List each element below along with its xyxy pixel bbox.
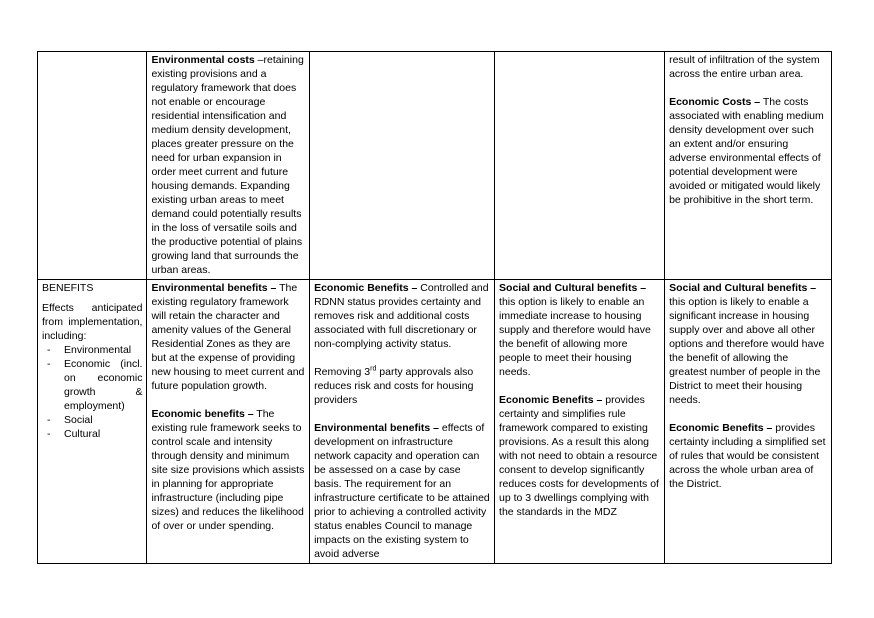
social-cultural-benefits-heading: Social and Cultural benefits – [499,282,647,294]
benefits-cell-option5 [665,280,832,564]
list-item: - Environmental [42,343,142,357]
economic-benefits-heading: Economic benefits – [151,408,254,420]
environmental-costs-text: Environmental costs –retaining existing provisions and a regulatory framework that does not enable or encourage residential intensification and medium density development, places greater pressure on the need for urban expansion in order meet current and future housing demands. Expanding existing urban areas to meet demand could potentially results in the loss of versatile soils and the productive potential of plains growing land that surrounds the urban areas. [151,54,304,276]
costs-label-cell [38,52,147,280]
benefits-list [42,343,142,441]
environmental-benefits-text: Environmental benefits – The existing regulatory framework will retain the character and amenity values of the General Residential Zones as they are but at the expense of providing new housing to meet current and future population growth. [151,282,305,392]
environmental-benefits-heading: Environmental benefits – [151,282,277,294]
environmental-benefits-text: Environmental benefits – effects of development on infrastructure network capacity and operation can be assessed on a case by case basis. The requirement for an infrastructure certificate to be attained prior to achieving a controlled activity status enables Council to manage impacts on the existing system to avoid adverse [314,422,490,560]
benefits-cell-option4 [495,280,665,564]
list-item: - Cultural [42,427,142,441]
environmental-benefits-heading: Environmental benefits – [314,422,439,434]
list-item: - Economic (incl. on economic growth & employment) [42,357,142,413]
benefits-intro: Effects anticipated from implementation, including: [42,302,143,342]
table-row-costs [38,52,832,280]
third-party-approvals-text: Removing 3rd party approvals also reduces risk and costs for housing providers [314,365,474,406]
costs-cell-existing [147,52,310,280]
economic-benefits-text: Economic Benefits – Controlled and RDNN status provides certainty and removes risk and additional costs associated with full discretionary or non-complying activity status. [314,282,489,350]
costs-cell-option5 [665,52,832,280]
environmental-costs-heading: Environmental costs [151,54,258,66]
costs-cell-option3 [310,52,495,280]
social-cultural-benefits-heading: Social and Cultural benefits – [669,282,817,294]
benefits-cell-option3 [310,280,495,564]
economic-benefits-heading: Economic Benefits – [499,394,603,406]
economic-benefits-heading: Economic Benefits – [669,422,773,434]
benefits-title: BENEFITS [42,282,94,294]
economic-costs-text: Economic Costs – The costs associated with enabling medium density development over such an extent and/or ensuring adverse environmental effects of potential development were avoided or mitigated would likely be prohibitive in the short term. [669,96,824,206]
list-item: - Social [42,413,142,427]
economic-costs-heading: Economic Costs – [669,96,761,108]
economic-benefits-text: Economic Benefits – provides certainty and simplifies rule framework compared to existing provisions. As a result this along with not need to obtain a resource consent to develop significantly reduces costs for developments of up to 3 dwellings complying with the standards in the MDZ [499,394,659,518]
analysis-table [37,51,832,564]
costs-cell-option4 [495,52,665,280]
economic-benefits-text: Economic Benefits – provides certainty including a simplified set of rules that would be consistent across the whole urban area of the District. [669,422,826,490]
benefits-cell-existing [147,280,310,564]
economic-benefits-heading: Economic Benefits – [314,282,418,294]
benefits-label-cell [38,280,147,564]
social-cultural-benefits-text: Social and Cultural benefits – this option is likely to enable a significant increase in housing supply over and above all other options and therefore would have the benefit of allowing the greatest number of people in the District to meet their housing needs. [669,282,825,406]
infiltration-text: result of infiltration of the system across the entire urban area. [669,54,820,80]
social-cultural-benefits-text: Social and Cultural benefits – this option is likely to enable an immediate increase to housing supply and therefore would have the benefit of allowing more people to meet their housing needs. [499,282,651,378]
table-row-benefits [38,280,832,564]
economic-benefits-text: Economic benefits – The existing rule framework seeks to control scale and intensity through density and minimum site size provisions which assists in planning for appropriate infrastructure (including pipe sizes) and reduces the likelihood of over or under spending. [151,408,305,532]
